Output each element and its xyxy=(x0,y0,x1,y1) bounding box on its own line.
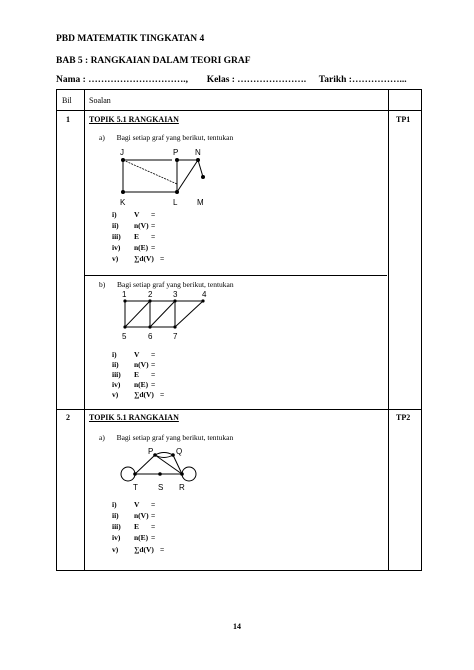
question-1b xyxy=(99,280,234,289)
vertex-label: N xyxy=(195,148,201,157)
header-soalan: Soalan xyxy=(89,96,111,105)
vertex-label: R xyxy=(179,483,185,492)
answer-item: iv) n(E) = xyxy=(112,380,156,389)
topic-heading: TOPIK 5.1 RANGKAIAN xyxy=(89,115,179,124)
class-field[interactable]: Kelas : …………………. xyxy=(206,75,307,85)
part-label: b) xyxy=(99,280,106,289)
graph-2a xyxy=(113,446,213,498)
answer-item: iv) n(E) = xyxy=(112,533,156,542)
topic-heading: TOPIK 5.1 RANGKAIAN xyxy=(89,413,179,422)
vertex-label: 1 xyxy=(122,290,127,299)
row-number: 2 xyxy=(66,413,70,422)
row-number: 1 xyxy=(66,115,70,124)
graph-1a xyxy=(115,147,215,207)
vertex-label: 7 xyxy=(173,332,178,341)
student-info-line xyxy=(56,75,407,85)
page-number: 14 xyxy=(233,622,241,631)
vertex-label: M xyxy=(197,198,204,207)
page-title: PBD MATEMATIK TINGKATAN 4 xyxy=(56,34,205,44)
answer-item: i) V = xyxy=(112,350,156,359)
answer-item: iii) E = xyxy=(112,370,156,379)
vertex-label: 3 xyxy=(173,290,178,299)
header-bil: Bil xyxy=(62,96,72,105)
vertex-label: 5 xyxy=(122,332,127,341)
question-2a xyxy=(99,433,233,442)
answer-item: ii) n(V) = xyxy=(112,511,156,520)
vertex-label: 4 xyxy=(202,290,207,299)
chapter-title: BAB 5 : RANGKAIAN DALAM TEORI GRAF xyxy=(56,56,251,66)
question-text: Bagi setiap graf yang berikut, tentukan xyxy=(116,433,234,442)
vertex-label: P xyxy=(148,447,154,456)
vertex-label: 6 xyxy=(148,332,153,341)
vertex-label: Q xyxy=(176,447,183,456)
vertex-label: J xyxy=(120,148,124,157)
vertex-label: T xyxy=(133,483,138,492)
vertex-label: S xyxy=(158,483,164,492)
column-divider xyxy=(388,90,389,570)
question-table xyxy=(56,89,422,571)
answer-item: iii) E = xyxy=(112,232,156,241)
name-field[interactable]: Nama : …………………………., xyxy=(56,75,188,85)
date-field[interactable]: Tarikh :……………... xyxy=(318,75,407,85)
row-divider xyxy=(57,110,421,111)
part-label: a) xyxy=(99,433,105,442)
answer-item: iii) E = xyxy=(112,522,156,531)
answer-item: i) V = xyxy=(112,500,156,509)
answer-item: ii) n(V) = xyxy=(112,221,156,230)
column-divider xyxy=(84,90,85,570)
vertex-label: 2 xyxy=(148,290,153,299)
part-divider xyxy=(84,275,387,276)
answer-item: v) ∑d(V) = xyxy=(112,390,165,399)
vertex-label: K xyxy=(120,198,126,207)
answer-item: i) V = xyxy=(112,210,156,219)
vertex-label: L xyxy=(173,198,178,207)
question-1a xyxy=(99,133,233,142)
answer-item: iv) n(E) = xyxy=(112,243,156,252)
part-label: a) xyxy=(99,133,105,142)
graph-1b xyxy=(119,289,219,346)
question-text: Bagi setiap graf yang berikut, tentukan xyxy=(116,133,234,142)
answer-item: v) ∑d(V) = xyxy=(112,545,165,554)
vertex-label: P xyxy=(173,148,179,157)
answer-item: ii) n(V) = xyxy=(112,360,156,369)
answer-item: v) ∑d(V) = xyxy=(112,254,165,263)
tp-level: TP1 xyxy=(396,115,411,124)
question-text: Bagi setiap graf yang berikut, tentukan xyxy=(117,280,234,289)
row-divider xyxy=(57,409,421,410)
tp-level: TP2 xyxy=(396,413,411,422)
